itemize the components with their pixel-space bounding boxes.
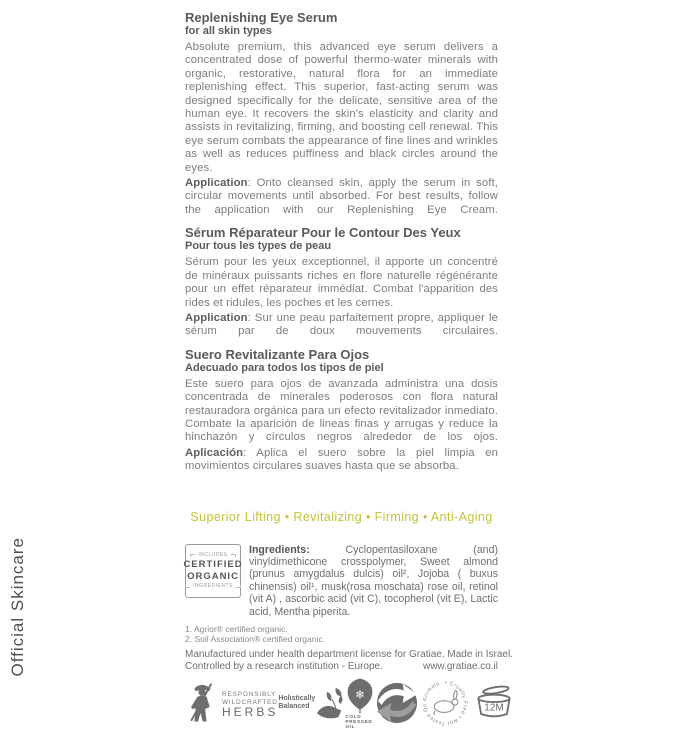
herbs-line3: HERBS	[222, 704, 279, 719]
badge-includes-row	[190, 552, 235, 558]
holistically-balanced-badge	[278, 686, 345, 720]
cruelty-free-circular-text: • Cruelty Free • Not Tested On Animals	[422, 680, 469, 726]
label-text-column	[183, 0, 513, 730]
wildcrafted-herbs-badge	[185, 679, 278, 727]
bracket-mark	[190, 554, 195, 557]
herbs-farmer-icon	[185, 679, 219, 727]
section-english	[185, 10, 498, 217]
controlled-by-text: Controlled by a research institution - Europe.	[185, 661, 383, 672]
footnotes	[185, 624, 498, 644]
cold-pressed-oil-badge	[345, 676, 375, 730]
application-fr	[185, 312, 498, 339]
period-after-opening-icon	[471, 684, 517, 722]
application-text-en: : Onto cleansed skin, apply the serum in soft, circular movements until absorbed. For best results, follow the application with our Replenishing Eye Cream.	[185, 177, 498, 216]
product-title-es: Suero Revitalizante Para Ojos	[185, 346, 370, 362]
herbs-badge-text	[222, 690, 279, 719]
product-subtitle-fr: Pour tous les types de peau	[185, 240, 332, 253]
ingredients-text: Cyclopentasiloxane (and) vinyldimethicone crosspolymer, Sweet almond (prunus amygdalus dulcis) oil², Jojoba ( buxus chinensis) oil¹, musk(rosa moschata) rose oil, retinol (vit A) , ascorbic acid (vit C), tocopherol (vit E), Lactic acid, Mentha piperita.	[249, 543, 498, 618]
benefits-tagline: Superior Lifting • Revitalizing • Firming • Anti-Aging	[190, 509, 493, 524]
ingredients-list	[249, 544, 498, 618]
holistic-line2: Balanced	[278, 703, 310, 710]
application-text-es: : Aplica el suero sobre la piel limpia en movimientos circulares suaves hasta que se absorba.	[185, 446, 498, 473]
badge-includes-text: INCLUDES	[198, 552, 228, 559]
footnote-2: 2. Soil Association® certified organic.	[185, 634, 325, 644]
application-text-fr: : Sur une peau parfaitement propre, appliquer le sérum par de doux mouvements circulaires.	[185, 311, 498, 338]
website-text: www.gratiae.co.il	[422, 661, 498, 672]
bracket-mark	[231, 554, 236, 557]
rabbit-icon	[434, 690, 458, 714]
description-fr: Sérum pour les yeux exceptionnel, il apporte un concentré de minéraux puissants riches en flore naturelle régénérante pour un effet réparateur immédiat. Combat l'apparition des rides et ridules, les poches et les cernes.	[185, 256, 498, 309]
footnote-1: 1. Agrior® certified organic.	[185, 624, 288, 634]
badge-certified-text: CERTIFIED	[183, 559, 243, 571]
manufacturer-line2	[185, 661, 498, 673]
badge-ingredients-text: INGREDIENTS	[193, 583, 233, 590]
herbs-line1: RESPONSIBLY	[222, 690, 277, 698]
cruelty-free-stamp	[419, 677, 471, 729]
green-dot-recycling-icon	[375, 681, 419, 725]
period-months-label: 12M	[484, 702, 505, 714]
cold-pressed-label: COLD PRESSED OIL	[345, 715, 373, 730]
badge-ingredients-row	[185, 583, 241, 589]
certification-icons-row	[185, 677, 505, 730]
svg-text:• Cruelty Free • Not Tested O	[422, 680, 468, 726]
description-es: Este suero para ojos de avanzada administra una dosis concentrada de minerales poderosos con flora natural restauradora orgánica para un efecto revitalizador inmediato. Combate la aparición de lineas finas y arrugas y reduce la hinchazón y círculos negros alrededor de los ojos.	[185, 377, 498, 444]
certified-organic-badge	[185, 544, 241, 598]
leaf-snowflake-icon	[345, 676, 375, 714]
hand-with-leaves-icon	[315, 686, 345, 720]
section-french	[185, 225, 498, 338]
application-es	[185, 447, 498, 474]
description-en: Absolute premium, this advanced eye serum delivers a concentrated dose of powerful thermo-water minerals with organic, restorative, natural flora for an immediate replenishing effect. This superior, fast-acting serum was designed specifically for the delicate, sensitive area of the human eye. It recovers the skin's elasticity and clarity and assists in revitalizing, firming, and boosting cell renewal. This eye serum combats the appearance of fine lines and wrinkles as well as reduces puffiness and black circles around the eyes.	[185, 41, 498, 174]
holistic-badge-text	[278, 695, 315, 711]
application-label-fr: Application	[185, 311, 248, 324]
product-subtitle-en: for all skin types	[185, 25, 272, 37]
bracket-mark	[185, 585, 190, 588]
application-en	[185, 177, 498, 217]
badge-organic-text: ORGANIC	[187, 571, 239, 583]
herbs-line2: WILDCRAFTED	[222, 698, 278, 706]
section-spanish	[185, 347, 498, 474]
snowflake-glyph: ❄	[355, 689, 366, 702]
product-title-fr: Sérum Réparateur Pour le Contour Des Yeux	[185, 225, 461, 241]
ingredients-block	[185, 544, 498, 618]
application-label-es: Aplicación	[185, 446, 244, 459]
product-title-en: Replenishing Eye Serum	[185, 10, 338, 25]
bracket-mark	[236, 585, 241, 588]
manufacturer-line1: Manufactured under health department license for Gratiae. Made in Israel.	[185, 649, 513, 660]
application-label-en: Application	[185, 177, 248, 190]
holistic-line1: Holistically	[278, 695, 316, 702]
ingredients-label: Ingredients:	[249, 543, 310, 556]
product-subtitle-es: Adecuado para todos los tipos de piel	[185, 361, 384, 374]
manufacturer-info	[185, 649, 513, 673]
side-brand-label: Official Skincare	[8, 537, 27, 677]
